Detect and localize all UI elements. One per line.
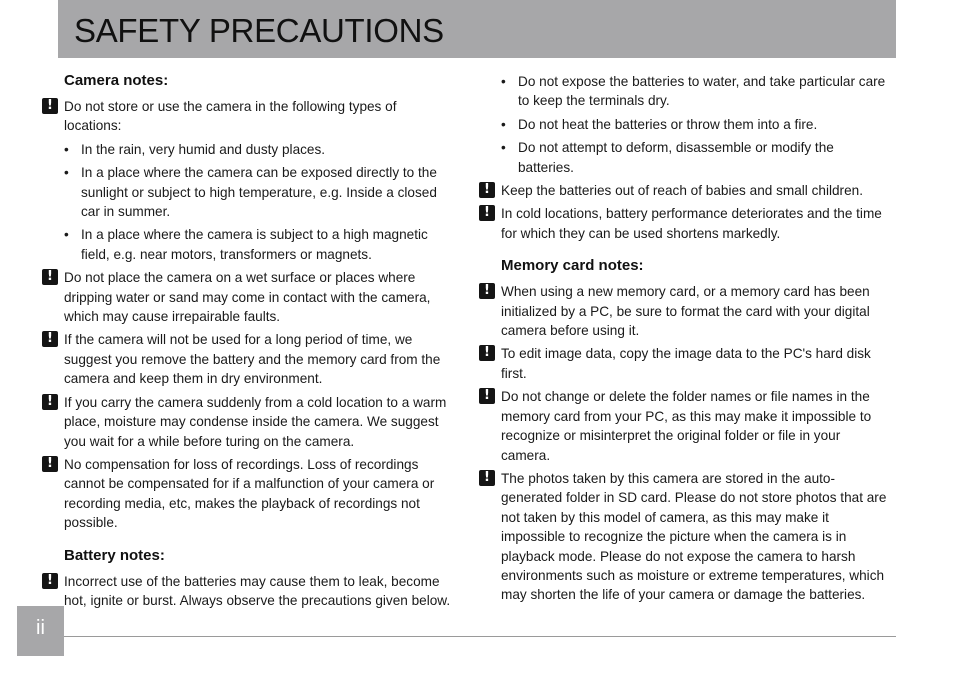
page-title: SAFETY PRECAUTIONS	[74, 12, 444, 49]
warning-icon: !	[42, 456, 58, 472]
warning-icon: !	[479, 205, 495, 221]
memory-card-notes-title: Memory card notes:	[501, 257, 644, 275]
memory-card-note: ! The photos taken by this camera are stored in the auto-generated folder in SD card. Please do not store photos that are not taken by this model of camera, as this may make it impossible to recognize the picture when the camera is in playback mode. Please do not expose the camera to harsh environments such as moisture or extreme temperatures, which may shorten the life of your camera or damage the batteries.	[477, 469, 891, 605]
memory-card-note: ! Do not change or delete the folder names or file names in the memory card from your PC, as this may make it impossible to recognize or misinterpret the original folder or file in your camera.	[477, 387, 891, 465]
page-number: ii	[36, 617, 45, 639]
list-item: • Do not attempt to deform, disassemble or modify the batteries.	[477, 138, 891, 177]
warning-icon: !	[479, 182, 495, 198]
camera-note: ! No compensation for loss of recordings. Loss of recordings cannot be compensated for if a malfunction of your camera or recording media, etc, makes the playback of recordings not possible.	[40, 455, 454, 533]
warning-icon: !	[42, 98, 58, 114]
camera-locations-list	[40, 140, 454, 264]
warning-icon: !	[42, 269, 58, 285]
warning-icon: !	[479, 470, 495, 486]
battery-note-intro: ! Incorrect use of the batteries may cause them to leak, become hot, ignite or burst. Always observe the precautions given below.	[40, 572, 454, 611]
warning-icon: !	[42, 573, 58, 589]
list-item: • In the rain, very humid and dusty places.	[40, 140, 454, 159]
battery-note: ! In cold locations, battery performance deteriorates and the time for which they can be used shortens markedly.	[477, 204, 891, 243]
list-item: • Do not expose the batteries to water, and take particular care to keep the terminals dry.	[477, 72, 891, 111]
camera-note: ! If you carry the camera suddenly from a cold location to a warm place, moisture may condense inside the camera. We suggest you wait for a while before turing on the camera.	[40, 393, 454, 451]
camera-note: ! Do not place the camera on a wet surface or places where dripping water or sand may come in contact with the camera, which may cause irrepairable faults.	[40, 268, 454, 326]
right-column	[477, 70, 891, 609]
battery-notes-title: Battery notes:	[64, 546, 165, 564]
memory-card-note: ! To edit image data, copy the image data to the PC's hard disk first.	[477, 344, 891, 383]
list-item: • In a place where the camera can be exposed directly to the sunlight or subject to high temperature, e.g. Inside a closed car in summer.	[40, 163, 454, 221]
camera-note: ! If the camera will not be used for a long period of time, we suggest you remove the battery and the memory card from the camera and keep them in dry environment.	[40, 330, 454, 388]
page-number-badge	[17, 606, 64, 656]
footer-divider	[64, 636, 896, 637]
page-header	[58, 0, 896, 58]
list-item: • Do not heat the batteries or throw them into a fire.	[477, 115, 891, 134]
camera-note-intro: ! Do not store or use the camera in the following types of locations:	[40, 97, 454, 136]
battery-note: ! Keep the batteries out of reach of babies and small children.	[477, 181, 891, 200]
battery-bullet-list	[477, 70, 891, 177]
warning-icon: !	[479, 283, 495, 299]
warning-icon: !	[42, 394, 58, 410]
warning-icon: !	[479, 388, 495, 404]
left-column	[40, 70, 454, 614]
warning-icon: !	[42, 331, 58, 347]
camera-notes-title: Camera notes:	[64, 72, 169, 89]
list-item: • In a place where the camera is subject to a high magnetic field, e.g. near motors, transformers or magnets.	[40, 225, 454, 264]
memory-card-note: ! When using a new memory card, or a memory card has been initialized by a PC, be sure to format the card with your digital camera before using it.	[477, 282, 891, 340]
warning-icon: !	[479, 345, 495, 361]
